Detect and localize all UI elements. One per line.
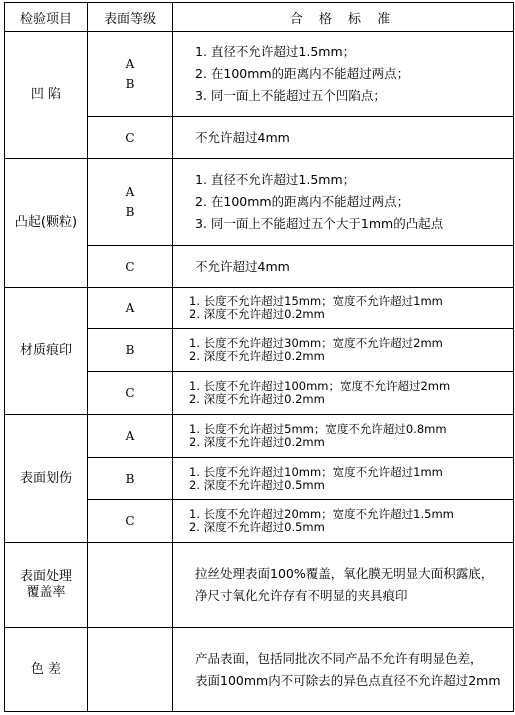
dent-ab-row [5, 32, 514, 117]
criteria-line: 表面100mm内不可除去的异色点直径不允许超过2mm [195, 672, 501, 688]
bump-ab-grade [88, 159, 173, 246]
imprint-a-grade: A [88, 288, 173, 329]
criteria-line: 1. 长度不允许超过100mm；宽度不允许超过2mm [189, 379, 451, 393]
criteria-line: 1. 长度不允许超过30mm；宽度不允许超过2mm [189, 336, 443, 350]
scratch-a-criteria [173, 415, 514, 458]
bump-c-criteria: 不允许超过4mm [173, 246, 514, 288]
grade-label: A [125, 57, 135, 71]
scratch-b-grade: B [88, 458, 173, 500]
item-line: 覆盖率 [26, 585, 66, 600]
color-row [5, 628, 514, 712]
dent-c-grade: C [88, 117, 173, 159]
criteria-line: 产品表面，包括同批次不同产品不允许有明显色差， [195, 650, 483, 666]
imprint-b-grade: B [88, 329, 173, 372]
dent-item: 凹 陷 [5, 32, 88, 159]
inspection-standard-table [4, 2, 514, 712]
coverage-item [5, 543, 88, 628]
header-inspection-item: 检验项目 [5, 3, 88, 32]
dent-c-criteria: 不允许超过4mm [173, 117, 514, 159]
dent-ab-criteria [173, 32, 514, 117]
coverage-row [5, 543, 514, 628]
grade-label: A [125, 185, 135, 199]
criteria-line: 2. 深度不允许超过0.2mm [189, 349, 325, 363]
grade-label: B [125, 205, 135, 219]
criteria-line: 拉丝处理表面100%覆盖，氧化膜无明显大面积露底， [195, 566, 494, 581]
criteria-line: 1. 直径不允许超过1.5mm； [195, 44, 356, 59]
grade-label: B [125, 77, 135, 91]
scratch-a-row [5, 415, 514, 458]
item-line: 表面处理 [19, 569, 72, 584]
criteria-line: 1. 直径不允许超过1.5mm； [195, 172, 356, 187]
criteria-line: 1. 长度不允许超过5mm；宽度不允许超过0.8mm [189, 422, 447, 436]
color-criteria [173, 628, 514, 712]
color-item: 色 差 [5, 628, 88, 712]
coverage-criteria [173, 543, 514, 628]
criteria-line: 2. 在100mm的距离内不能超过两点； [195, 66, 410, 81]
scratch-c-grade: C [88, 500, 173, 543]
criteria-line: 1. 长度不允许超过20mm；宽度不允许超过1.5mm [189, 507, 454, 521]
imprint-a-row [5, 288, 514, 329]
scratch-item: 表面划伤 [5, 415, 88, 543]
criteria-line: 2. 深度不允许超过0.2mm [189, 307, 325, 321]
imprint-b-criteria [173, 329, 514, 372]
header-row [5, 3, 514, 32]
imprint-c-grade: C [88, 372, 173, 415]
imprint-c-criteria [173, 372, 514, 415]
header-surface-grade: 表面等级 [88, 3, 173, 32]
scratch-b-criteria [173, 458, 514, 500]
color-grade-empty [88, 628, 173, 712]
criteria-line: 1. 长度不允许超过15mm；宽度不允许超过1mm [189, 294, 443, 308]
criteria-line: 2. 深度不允许超过0.5mm [189, 520, 325, 534]
bump-ab-row [5, 159, 514, 246]
criteria-line: 3. 同一面上不能超过五个大于1mm的凸起点 [195, 216, 444, 231]
criteria-line: 3. 同一面上不能超过五个凹陷点； [195, 88, 386, 103]
criteria-line: 2. 深度不允许超过0.5mm [189, 477, 325, 492]
scratch-a-grade: A [88, 415, 173, 458]
header-criteria: 合 格 标 准 [173, 3, 514, 32]
scratch-c-criteria [173, 500, 514, 543]
criteria-line: 2. 在100mm的距离内不能超过两点； [195, 194, 410, 209]
criteria-line: 2. 深度不允许超过0.2mm [189, 435, 325, 449]
dent-ab-grade [88, 32, 173, 117]
bump-c-grade: C [88, 246, 173, 288]
coverage-grade-empty [88, 543, 173, 628]
imprint-a-criteria [173, 288, 514, 329]
criteria-line: 2. 深度不允许超过0.2mm [189, 392, 325, 406]
imprint-item: 材质痕印 [5, 288, 88, 415]
criteria-line: 净尺寸氧化允许存有不明显的夹具痕印 [195, 588, 408, 603]
bump-ab-criteria [173, 159, 514, 246]
bump-item: 凸起(颗粒) [5, 159, 88, 288]
criteria-line: 1. 长度不允许超过10mm；宽度不允许超过1mm [189, 464, 443, 479]
